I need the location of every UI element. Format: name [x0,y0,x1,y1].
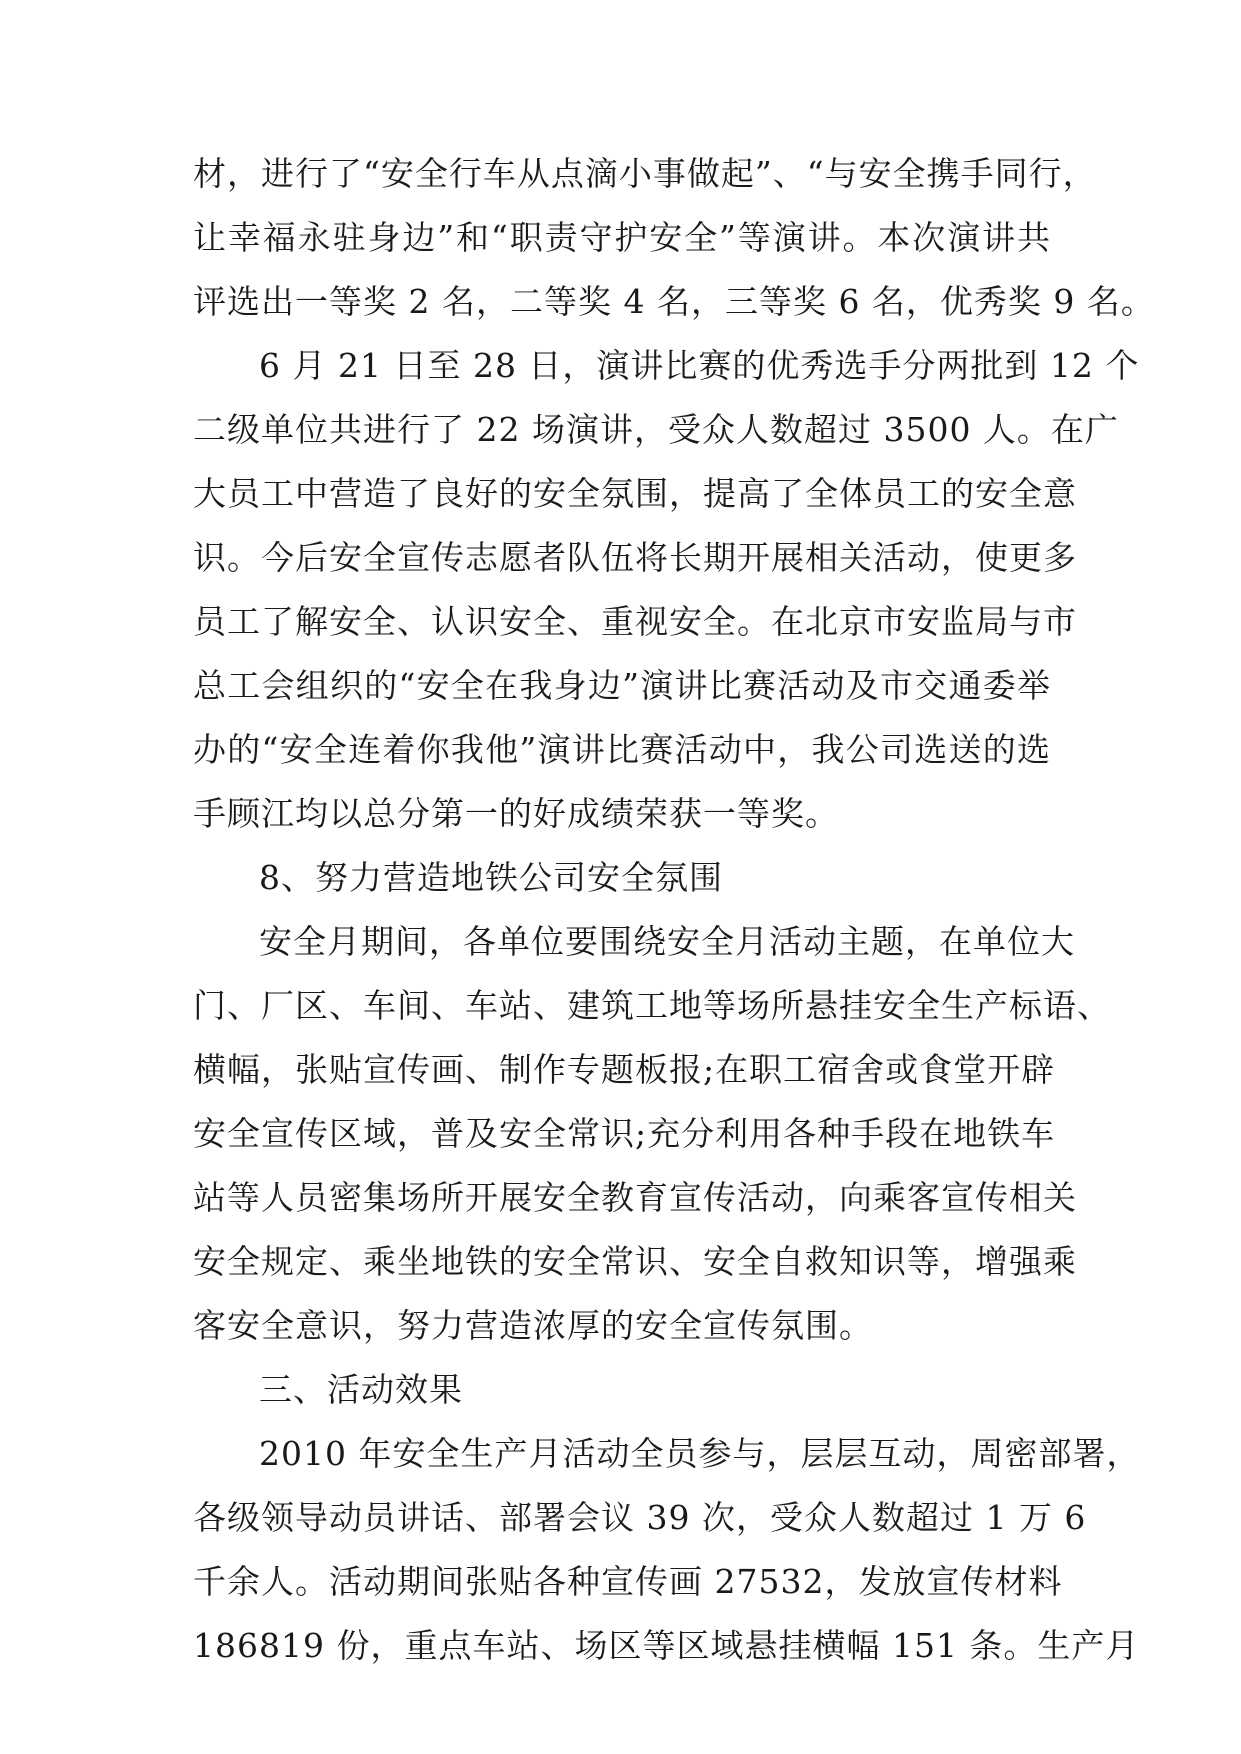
document-page [193,142,1155,1678]
text-line: 总工会组织的“安全在我身边”演讲比赛活动及市交通委举 [193,666,1051,705]
text-line: 千余人。活动期间张贴各种宣传画 27532，发放宣传材料 [193,1562,1063,1601]
text-line: 手顾江均以总分第一的好成绩荣获一等奖。 [193,794,839,833]
text-line: 6 月 21 日至 28 日，演讲比赛的优秀选手分两批到 12 个 [259,346,1140,385]
text-line: 186819 份，重点车站、场区等区域悬挂横幅 151 条。生产月 [193,1626,1140,1665]
text-line: 识。今后安全宣传志愿者队伍将长期开展相关活动，使更多 [193,538,1077,577]
text-line: 2010 年安全生产月活动全员参与，层层互动，周密部署， [259,1434,1141,1473]
text-line: 客安全意识，努力营造浓厚的安全宣传氛围。 [193,1306,873,1345]
text-line: 门、厂区、车间、车站、建筑工地等场所悬挂安全生产标语、 [193,986,1111,1025]
text-line: 办的“安全连着你我他”演讲比赛活动中，我公司选送的选 [193,730,1051,769]
text-line: 三、活动效果 [259,1370,463,1409]
text-line: 横幅，张贴宣传画、制作专题板报;在职工宿舍或食堂开辟 [193,1050,1056,1089]
text-line: 二级单位共进行了 22 场演讲，受众人数超过 3500 人。在广 [193,410,1119,449]
text-line: 安全宣传区域，普及安全常识;充分利用各种手段在地铁车 [193,1114,1056,1153]
text-line: 安全月期间，各单位要围绕安全月活动主题，在单位大 [259,922,1075,961]
text-line: 材，进行了“安全行车从点滴小事做起”、“与安全携手同行， [193,154,1097,193]
text-line: 评选出一等奖 2 名，二等奖 4 名，三等奖 6 名，优秀奖 9 名。 [193,282,1155,321]
text-line: 员工了解安全、认识安全、重视安全。在北京市安监局与市 [193,602,1077,641]
text-line: 站等人员密集场所开展安全教育宣传活动，向乘客宣传相关 [193,1178,1077,1217]
text-line: 大员工中营造了良好的安全氛围，提高了全体员工的安全意 [193,474,1077,513]
text-line: 安全规定、乘坐地铁的安全常识、安全自救知识等，增强乘 [193,1242,1077,1281]
text-line: 让幸福永驻身边”和“职责守护安全”等演讲。本次演讲共 [193,218,1051,257]
text-line: 8、努力营造地铁公司安全氛围 [259,858,723,897]
text-line: 各级领导动员讲话、部署会议 39 次，受众人数超过 1 万 6 [193,1498,1087,1537]
